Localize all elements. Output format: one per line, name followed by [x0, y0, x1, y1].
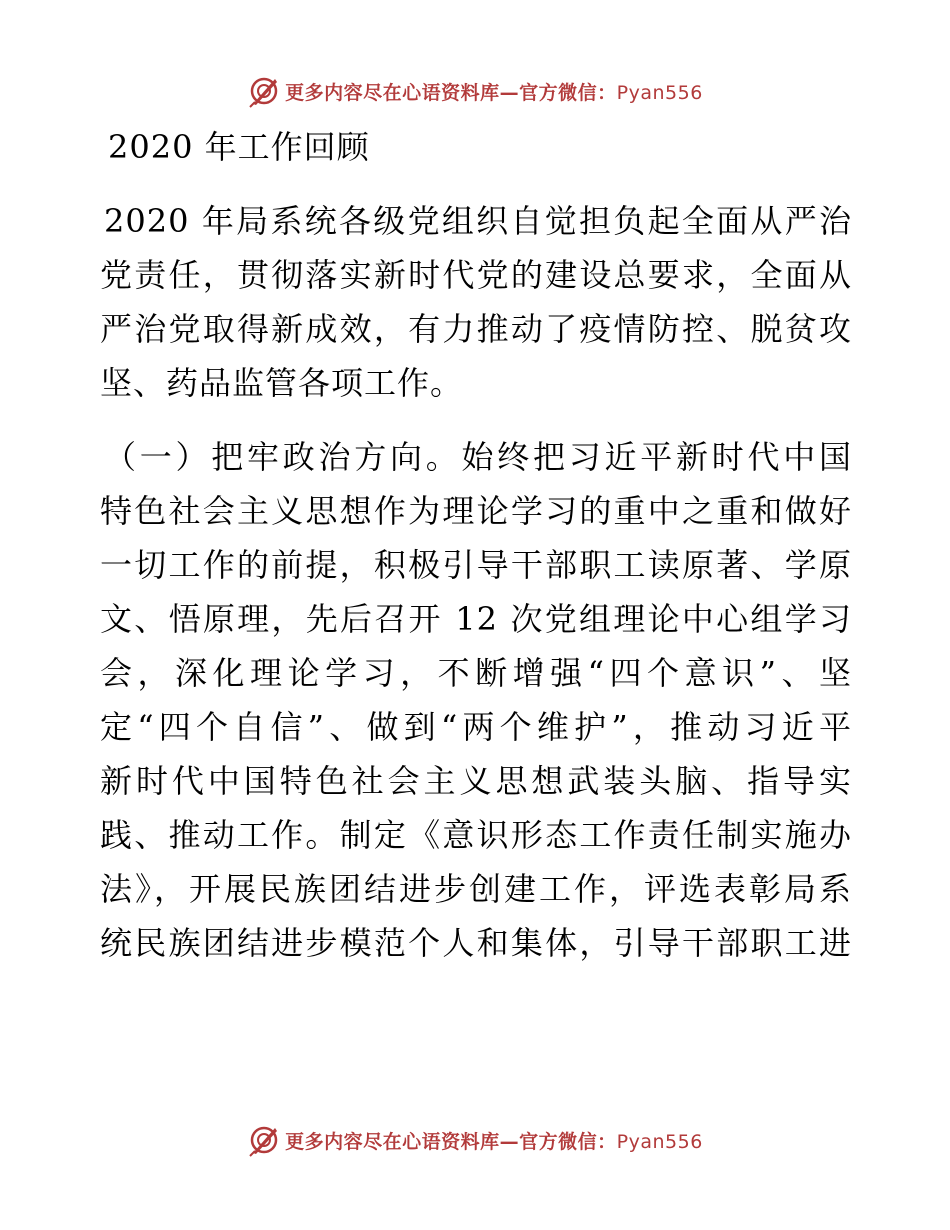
- paragraph-line: 2020 年局系统各级党组织自觉担负起全面从严治: [104, 202, 852, 240]
- watermark-wechat-id: Pyan556: [616, 81, 703, 104]
- watermark-text: 更多内容尽在心语资料库—官方微信：Pyan556: [285, 81, 703, 104]
- watermark-footer: [0, 1120, 950, 1160]
- paragraph-line: 定“四个自信”、做到“两个维护”，推动习近平: [100, 708, 852, 746]
- watermark-wechat-id: Pyan556: [616, 1130, 703, 1153]
- page-title: 2020 年工作回顾: [108, 128, 370, 166]
- paragraph-line: 特色社会主义思想作为理论学习的重中之重和做好: [100, 492, 852, 530]
- paragraph-intro: [100, 194, 852, 410]
- paragraph-political-direction: [100, 430, 852, 970]
- paragraph-line: （一）把牢政治方向。始终把习近平新时代中国: [104, 438, 852, 476]
- watermark-text: 更多内容尽在心语资料库—官方微信：Pyan556: [285, 1130, 703, 1153]
- paragraph-line: 党责任，贯彻落实新时代党的建设总要求，全面从: [100, 256, 852, 294]
- paragraph-line: 文、悟原理，先后召开 12 次党组理论中心组学习: [100, 600, 852, 638]
- document-body: [100, 120, 852, 970]
- paragraph-line: 会，深化理论学习，不断增强“四个意识”、坚: [100, 654, 852, 692]
- paragraph-line: 严治党取得新成效，有力推动了疫情防控、脱贫攻: [100, 310, 852, 348]
- paragraph-line: 法》，开展民族团结进步创建工作，评选表彰局系: [100, 870, 852, 908]
- paragraph-line: 一切工作的前提，积极引导干部职工读原著、学原: [100, 546, 852, 584]
- paragraph-line: 统民族团结进步模范个人和集体，引导干部职工进: [100, 924, 852, 962]
- quill-logo-icon: [247, 1123, 281, 1157]
- paragraph-line: 践、推动工作。制定《意识形态工作责任制实施办: [100, 816, 852, 854]
- paragraph-line: 坚、药品监管各项工作。: [100, 364, 464, 402]
- quill-logo-icon: [247, 74, 281, 108]
- paragraph-line: 新时代中国特色社会主义思想武装头脑、指导实: [100, 762, 852, 800]
- watermark-header: [0, 71, 950, 111]
